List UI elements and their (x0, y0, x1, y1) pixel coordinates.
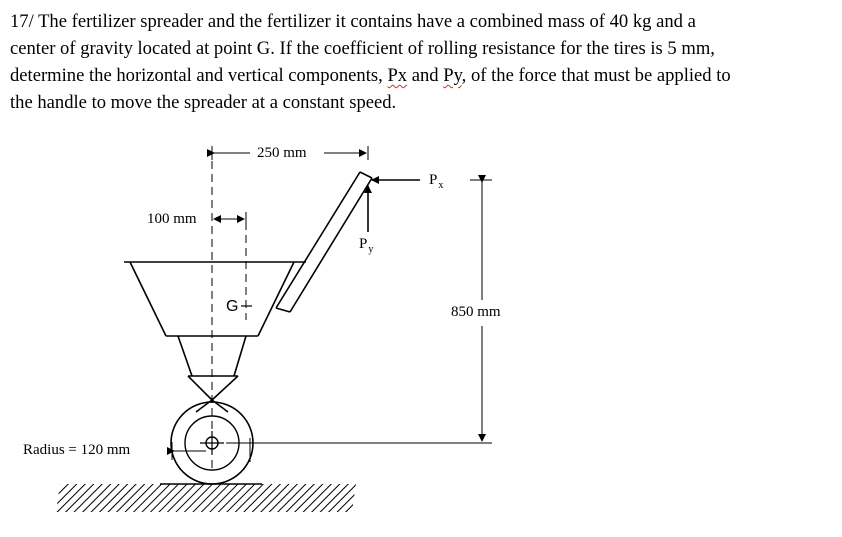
force-py-label (358, 236, 374, 254)
force-px-label (428, 172, 444, 190)
spellcheck-word-px: Px (387, 65, 408, 86)
center-of-gravity-label: G (226, 298, 239, 315)
problem-line-4: the handle to move the spreader at a constant speed. (10, 92, 397, 113)
problem-line-1: 17/ The fertilizer spreader and the fertilizer it contains have a combined mass of 40 kg and a (10, 11, 696, 32)
problem-text: , of the force that must be applied to (461, 65, 731, 86)
spellcheck-word-py: Py (443, 65, 462, 86)
ground (56, 484, 356, 512)
radius-label: Radius = 120 mm (23, 442, 131, 458)
force-py-subscript: y (368, 244, 374, 255)
problem-line-2: center of gravity located at point G. If the coefficient of rolling resistance for the tires is 5 mm, (10, 38, 715, 59)
dim-250-label: 250 mm (257, 145, 307, 161)
force-py-letter: P (359, 236, 368, 252)
force-px-letter: P (429, 172, 438, 188)
dim-100-label: 100 mm (147, 211, 197, 227)
problem-text: and (407, 65, 444, 86)
hopper (124, 262, 306, 412)
problem-text: determine the horizontal and vertical components, (10, 65, 388, 86)
dim-850-label: 850 mm (451, 304, 501, 320)
force-px-subscript: x (438, 180, 444, 191)
dim-100-line (214, 212, 246, 226)
